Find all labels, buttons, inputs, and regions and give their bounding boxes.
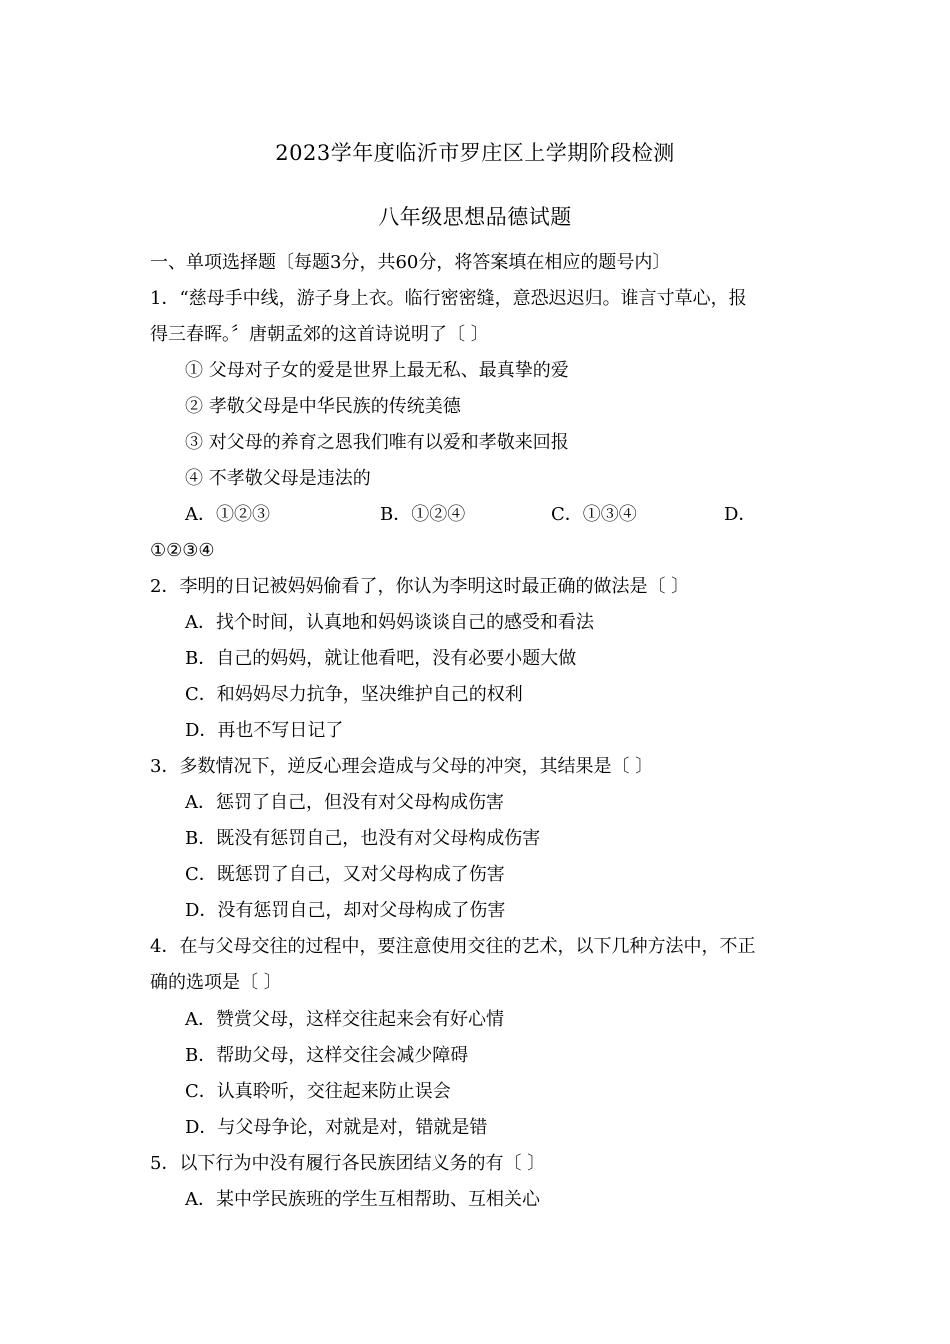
q4-option-d: D．与父母争论，对就是对，错就是错 (185, 1117, 488, 1138)
q2-option-b: B．自己的妈妈，就让他看吧，没有必要小题大做 (185, 648, 577, 669)
q1-option-b: B．①②④ (380, 504, 466, 525)
q1-stem-line1: 1．“慈母手中线，游子身上衣。临行密密缝，意恐迟迟归。谁言寸草心，报 (150, 288, 747, 309)
q1-option-c: C．①③④ (551, 504, 637, 525)
q3-option-c: C．既惩罚了自己，又对父母构成了伤害 (185, 864, 505, 885)
q3-stem: 3．多数情况下，逆反心理会造成与父母的冲突，其结果是〔 〕 (150, 756, 654, 777)
q2-stem: 2．李明的日记被妈妈偷看了，你认为李明这时最正确的做法是〔 〕 (150, 576, 690, 597)
q1-option-d: D． (724, 504, 757, 525)
q3-option-d: D．没有惩罚自己，却对父母构成了伤害 (185, 900, 506, 921)
q1-stem-line2: 得三春晖。〞唐朝孟郊的这首诗说明了〔 〕 (150, 324, 489, 345)
document-subtitle: 八年级思想品德试题 (378, 205, 572, 229)
document-title: 2023学年度临沂市罗庄区上学期阶段检测 (275, 141, 675, 165)
q1-statement-3: ③ 对父母的养育之恩我们唯有以爱和孝敬来回报 (185, 432, 569, 453)
section-heading: 一、单项选择题〔每题3分，共60分，将答案填在相应的题号内〕 (150, 252, 671, 273)
q1-statement-2: ② 孝敬父母是中华民族的传统美德 (185, 396, 461, 417)
q3-option-a: A．惩罚了自己，但没有对父母构成伤害 (185, 792, 504, 813)
q1-statement-1: ① 父母对子女的爱是世界上最无私、最真挚的爱 (185, 360, 569, 381)
q4-option-c: C．认真聆听，交往起来防止误会 (185, 1081, 451, 1102)
q1-option-a: A．①②③ (185, 504, 270, 525)
q2-option-a: A．找个时间，认真地和妈妈谈谈自己的感受和看法 (185, 612, 594, 633)
q2-option-c: C．和妈妈尽力抗争，坚决维护自己的权利 (185, 684, 523, 705)
q1-statement-4: ④ 不孝敬父母是违法的 (185, 468, 371, 489)
q4-stem-line1: 4．在与父母交往的过程中，要注意使用交往的艺术，以下几种方法中，不正 (150, 936, 756, 957)
q3-option-b: B．既没有惩罚自己，也没有对父母构成伤害 (185, 828, 541, 849)
q4-option-b: B．帮助父母，这样交往会减少障碍 (185, 1045, 469, 1066)
q1-option-d-continued: ①②③④ (150, 540, 215, 561)
q5-option-a: A．某中学民族班的学生互相帮助、互相关心 (185, 1189, 540, 1210)
q4-option-a: A．赞赏父母，这样交往起来会有好心情 (185, 1009, 504, 1030)
q5-stem: 5．以下行为中没有履行各民族团结义务的有〔 〕 (150, 1153, 546, 1174)
q2-option-d: D．再也不写日记了 (185, 720, 344, 741)
q4-stem-line2: 确的选项是〔 〕 (150, 972, 282, 993)
